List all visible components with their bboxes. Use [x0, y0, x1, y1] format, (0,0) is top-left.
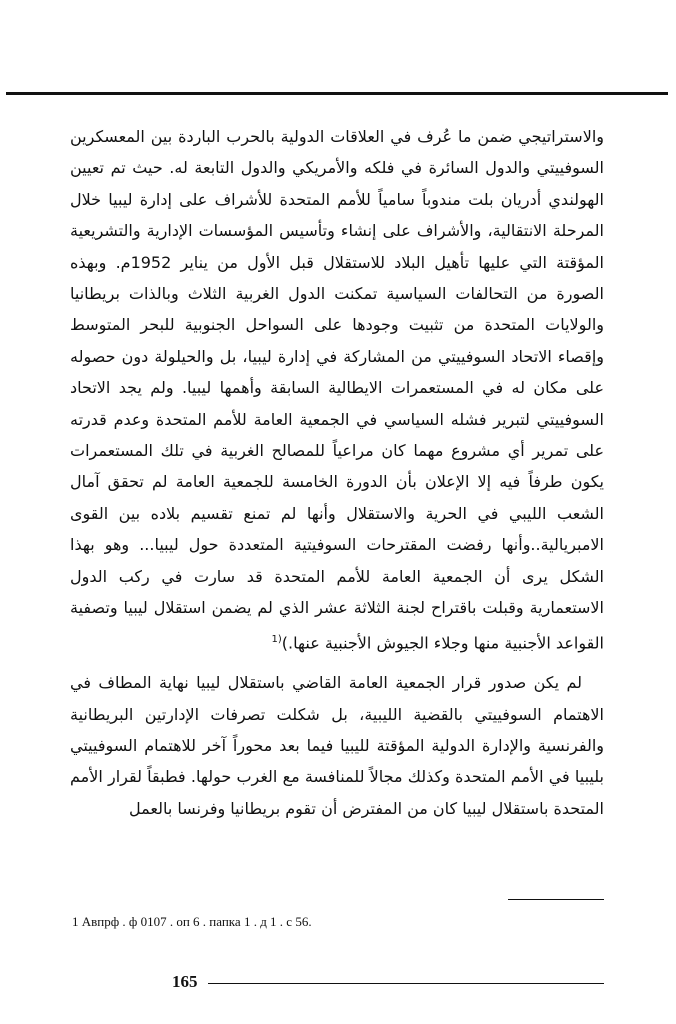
- paragraph-2: لم يكن صدور قرار الجمعية العامة القاضي باستقلال ليبيا نهاية المطاف في الاهتمام السوفييتي بالقضية الليبية، بل شكلت تصرفات الإدارتين البريطانية والفرنسية والإدارة الدولية المؤقتة لليبيا فيما بعد محوراً آخر للاهتمام السوفييتي بليبيا في الأمم المتحدة وكذلك مجالاً للمنافسة مع الغرب حولها. فطبقاً لقرار الأمم المتحدة باستقلال ليبيا كان من المفترض أن تقوم بريطانيا وفرنسا بالعمل: [70, 673, 604, 818]
- page-number: 165: [172, 972, 198, 991]
- header-rule: [6, 92, 668, 95]
- footnote: 1 Авпрф . ф 0107 . оп 6 . папка 1 . д 1 . с 56.: [72, 914, 312, 929]
- paragraph-1: [70, 121, 604, 658]
- footnote-marker: (1: [271, 633, 282, 645]
- body-text: [70, 121, 604, 824]
- footnote-rule: [508, 899, 604, 900]
- paragraph-1-text: والاستراتيجي ضمن ما عُرف في العلاقات الدولية بالحرب الباردة بين المعسكرين السوفييتي والدول السائرة في فلكه والأمريكي والدول التابعة له. حيث تم تعيين الهولندي أدريان بلت مندوباً سامياً للأمم المتحدة للأشراف على إدارة ليبيا خلال المرحلة الانتقالية، والأشراف على إنشاء وتأسيس المؤسسات الإدارية والتشريعية المؤقتة التي عليها تأهيل البلاد للاستقلال قبل الأول من يناير 1952م. وبهذه الصورة من التحالفات السياسية تمكنت الدول الغربية الثلاث وبالذات بريطانيا والولايات المتحدة من تثبيت وجودها على السواحل الجنوبية للبحر المتوسط وإقصاء الاتحاد السوفييتي من المشاركة في إدارة ليبيا، بل والحيلولة دون حصوله على مكان له في المستعمرات الايطالية السابقة وأهمها ليبيا. ولم يجد الاتحاد السوفييتي لتبرير فشله السياسي في الجمعية العامة للأمم المتحدة وعدم قدرته على تمرير أي مشروع مهما كان مراعياً للمصالح الغربية في تلك المستعمرات يكون طرفاً فيه إلا الإعلان بأن الدورة الخامسة للجمعية العامة لم تحقق آمال الشعب الليبي في الحرية والاستقلال وأنها لم تمنع تقسيم بلاده بين القوى الامبريالية..وأنها رفضت المقترحات السوفيتية المتعددة حول ليبيا... وهو بهذا الشكل يرى أن الجمعية العامة للأمم المتحدة قد سارت في ركب الدول الاستعمارية وقبلت باقتراح لجنة الثلاثة عشر الذي لم يضمن استقلال ليبيا وتصفية القواعد الأجنبية منها وجلاء الجيوش الأجنبية عنها.): [70, 127, 604, 652]
- footer-rule: [208, 983, 604, 984]
